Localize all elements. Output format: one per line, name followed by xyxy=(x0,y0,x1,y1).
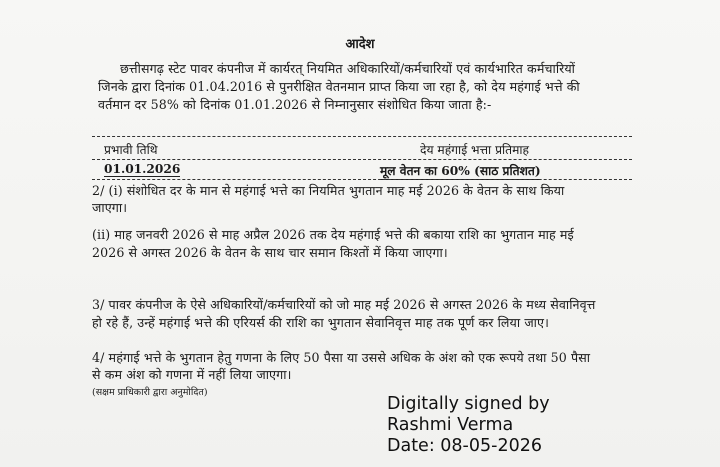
para-3-line-2: हो रहे हैं, उन्हें महंगाई भत्ते की एरियर्स की राशि का भुगतान सेवानिवृत्त माह तक पूर्ण कर लिया जाए। xyxy=(92,315,549,330)
signature-date: Date: 08-05-2026 xyxy=(387,436,542,456)
para-3-line-1: 3/ पावर कंपनीज के ऐसे अधिकारियों/कर्मचारियों को जो माह मई 2026 से अगस्त 2026 के मध्य सेवानिवृत्त xyxy=(92,297,596,312)
para-2b-line-2: 2026 से अगस्त 2026 के वेतन के साथ चार समान किश्तों में किया जाएगा। xyxy=(92,245,448,260)
table-value-da-rate: मूल वेतन का 60% (साठ प्रतिशत) xyxy=(380,164,541,178)
table-mid-rule xyxy=(92,159,632,160)
document-heading: आदेश xyxy=(345,37,375,52)
intro-line-3: वर्तमान दर 58% को दिनांक 01.01.2026 से निम्नानुसार संशोधित किया जाता है:- xyxy=(98,97,492,112)
intro-line-2: जिनके द्वारा दिनांक 01.04.2016 से पुनरीक्षित वेतनमान प्राप्त किया जा रहा है, को देय महंगाई भत्ते की xyxy=(98,79,580,94)
table-value-effective-date: 01.01.2026 xyxy=(104,162,181,176)
table-header-effective-date: प्रभावी तिथि xyxy=(104,143,158,157)
signer-name: Rashmi Verma xyxy=(387,415,514,435)
approval-note: (सक्षम प्राधिकारी द्वारा अनुमोदित) xyxy=(92,387,208,398)
table-bottom-rule xyxy=(92,179,632,180)
intro-line-1: छत्तीसगढ़ स्टेट पावर कंपनीज में कार्यरत् नियमित अधिकारियों/कर्मचारियों एवं कार्यभारित कर्मचारियों xyxy=(120,61,576,76)
table-header-da-rate: देय महंगाई भत्ता प्रतिमाह xyxy=(420,143,530,157)
para-2-line-2: जाएगा। xyxy=(92,200,128,215)
para-2b-line-1: (ii) माह जनवरी 2026 से माह अप्रैल 2026 तक देय महंगाई भत्ते की बकाया राशि का भुगतान माह मई xyxy=(92,227,574,242)
signature-line-1: Digitally signed by xyxy=(387,394,550,414)
para-2-line-1: 2/ (i) संशोधित दर के मान से महंगाई भत्ते का नियमित भुगतान माह मई 2026 के वेतन के साथ किया xyxy=(92,183,565,198)
para-4-line-1: 4/ महंगाई भत्ते के भुगतान हेतु गणना के लिए 50 पैसा या उससे अधिक के अंश को एक रूपये तथा 50 पैसा xyxy=(92,350,591,365)
table-top-rule xyxy=(92,136,632,137)
para-4-line-2: से कम अंश को गणना में नहीं लिया जाएगा। xyxy=(92,367,292,382)
digital-signature-block xyxy=(387,394,550,457)
